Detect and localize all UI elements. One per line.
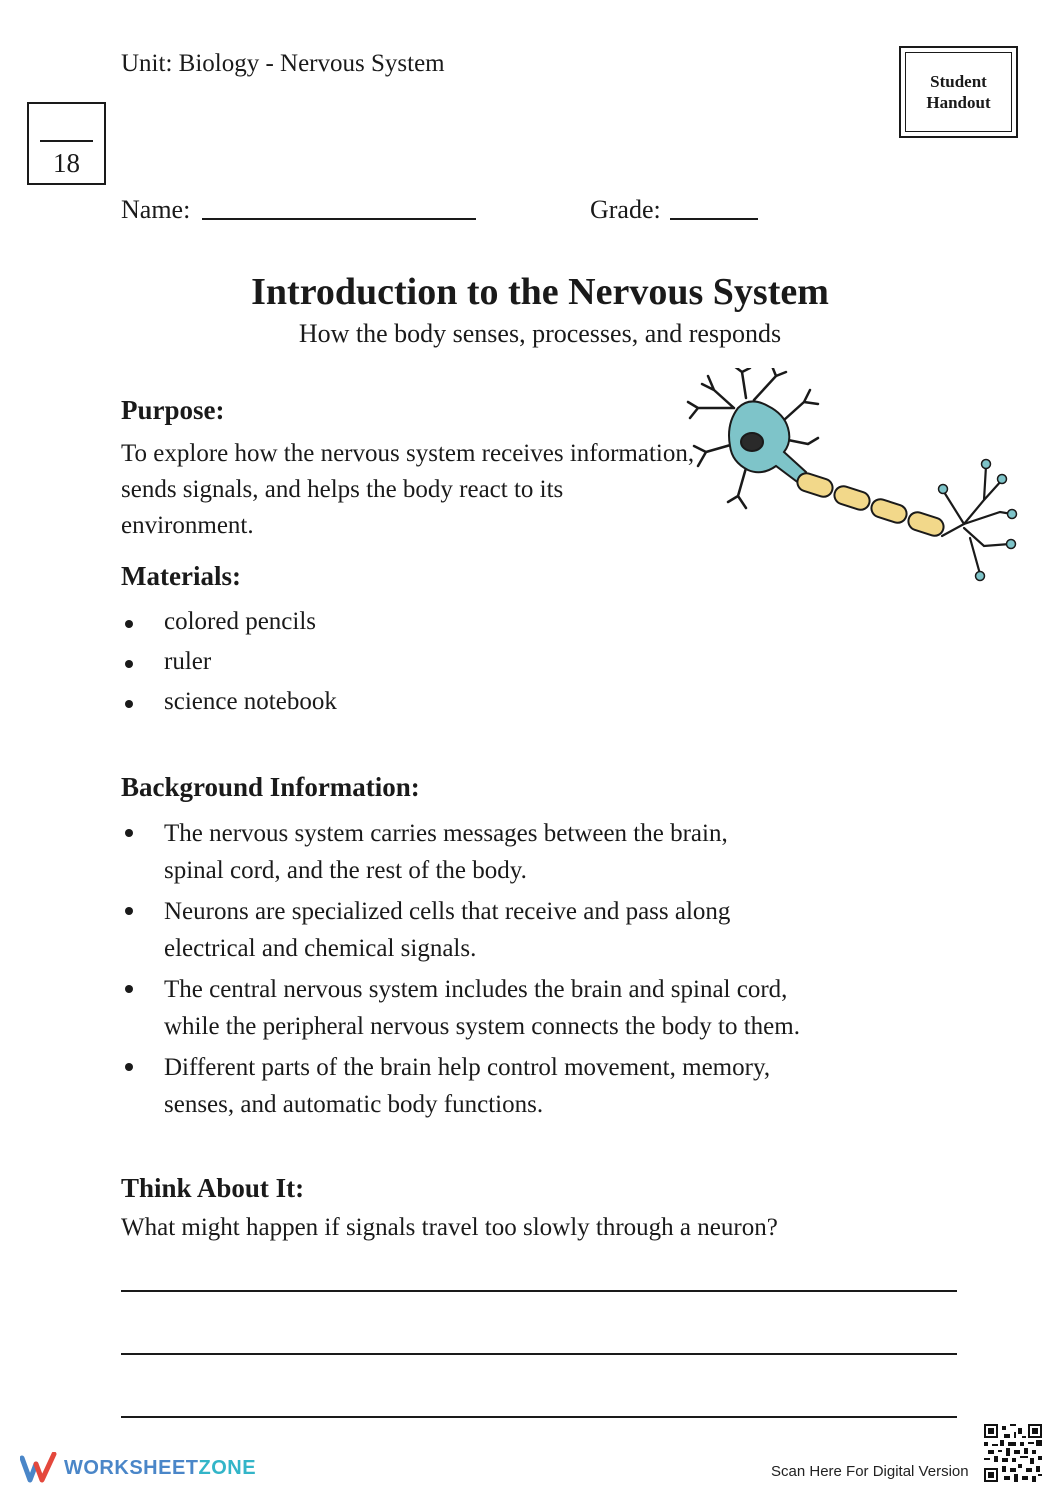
unit-label: Unit: Biology - Nervous System xyxy=(121,50,445,77)
score-box xyxy=(27,102,106,185)
background-heading: Background Information: xyxy=(121,772,420,802)
qr-code-icon[interactable] xyxy=(984,1424,1042,1482)
score-blank-line xyxy=(40,140,93,142)
badge-line-1: Student xyxy=(930,72,987,91)
list-item-line: electrical and chemical signals. xyxy=(164,935,477,962)
badge-line-2: Handout xyxy=(926,93,991,112)
materials-heading: Materials: xyxy=(121,561,241,591)
list-item: ruler xyxy=(121,646,337,686)
list-item-line: Different parts of the brain help control movement, memory, xyxy=(164,1054,771,1081)
score-total: 18 xyxy=(53,148,80,178)
scan-caption: Scan Here For Digital Version xyxy=(771,1463,969,1480)
list-item xyxy=(121,893,804,967)
list-item xyxy=(121,1049,804,1123)
list-item-line: spinal cord, and the rest of the body. xyxy=(164,857,527,884)
student-handout-badge xyxy=(899,46,1018,138)
logo-text-worksheet: WORKSHEET xyxy=(64,1456,199,1479)
think-heading: Think About It: xyxy=(121,1173,305,1203)
list-item-line: The nervous system carries messages between the brain, xyxy=(164,820,728,847)
purpose-line: To explore how the nervous system receives information, xyxy=(121,440,695,467)
materials-list xyxy=(121,606,337,726)
purpose-line: sends signals, and helps the body react to its environment. xyxy=(121,476,564,539)
grade-label: Grade: xyxy=(590,195,661,224)
name-label: Name: xyxy=(121,195,191,224)
background-list xyxy=(121,815,804,1127)
list-item-line: while the peripheral nervous system connects the body to them. xyxy=(164,1013,800,1040)
list-item: science notebook xyxy=(121,686,337,726)
name-field-line[interactable] xyxy=(202,218,476,220)
list-item xyxy=(121,815,804,889)
list-item-line: Neurons are specialized cells that receive and pass along xyxy=(164,898,731,925)
worksheetzone-logo-icon xyxy=(20,1452,58,1484)
answer-line[interactable] xyxy=(121,1416,957,1418)
logo-text-zone: ZONE xyxy=(198,1456,257,1479)
answer-line[interactable] xyxy=(121,1353,957,1355)
page-title: Introduction to the Nervous System xyxy=(251,271,829,313)
list-item xyxy=(121,971,804,1045)
purpose-heading: Purpose: xyxy=(121,395,225,425)
grade-field-line[interactable] xyxy=(670,218,758,220)
page-subtitle: How the body senses, processes, and responds xyxy=(298,319,782,348)
worksheetzone-logo[interactable] xyxy=(20,1452,256,1484)
list-item-line: senses, and automatic body functions. xyxy=(164,1091,544,1118)
neuron-illustration-icon xyxy=(684,368,1024,600)
answer-line[interactable] xyxy=(121,1290,957,1292)
think-question: What might happen if signals travel too slowly through a neuron? xyxy=(121,1214,778,1241)
list-item: colored pencils xyxy=(121,606,337,646)
list-item-line: The central nervous system includes the brain and spinal cord, xyxy=(164,976,788,1003)
purpose-text xyxy=(121,436,701,544)
